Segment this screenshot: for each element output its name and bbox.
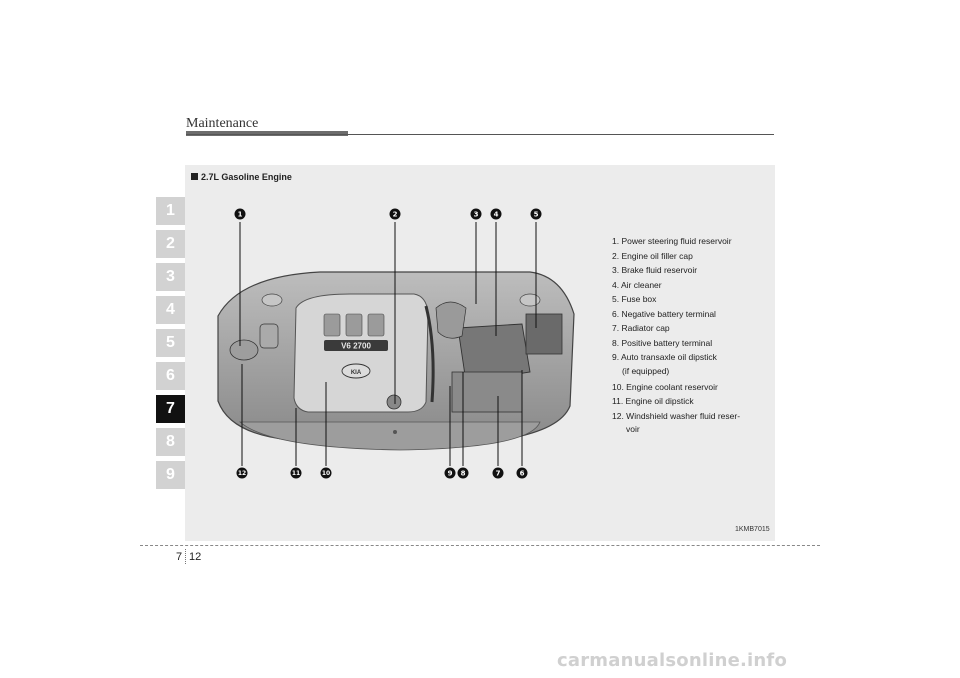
- svg-text:9: 9: [447, 469, 453, 478]
- hood-latch-marker: [393, 430, 397, 434]
- callout-marker-1: [235, 209, 246, 220]
- legend-item-text: 9. Auto transaxle oil dipstick: [612, 352, 717, 362]
- callout-marker-12: [237, 468, 248, 479]
- legend-item: 7. Radiator cap: [612, 323, 670, 333]
- engine-compartment-illustration: [200, 196, 580, 496]
- callout-marker-3: [471, 209, 482, 220]
- svg-text:1: 1: [237, 210, 243, 219]
- figure-heading: [191, 172, 292, 182]
- chapter-tab-4[interactable]: 4: [156, 296, 185, 324]
- svg-text:12: 12: [237, 470, 247, 477]
- chapter-tab-3[interactable]: 3: [156, 263, 185, 291]
- chapter-tabs: [156, 197, 185, 494]
- legend-item: 1. Power steering fluid reservoir: [612, 236, 732, 246]
- callout-marker-2: [390, 209, 401, 220]
- svg-text:7: 7: [495, 469, 501, 478]
- footer-rule: [140, 545, 820, 546]
- callout-marker-10: [321, 468, 332, 479]
- svg-text:2: 2: [392, 210, 398, 219]
- footer-page-number: 12: [189, 551, 202, 563]
- watermark-text: carmanualsonline.info: [557, 650, 788, 671]
- chapter-tab-6[interactable]: 6: [156, 362, 185, 390]
- legend-item-continuation: voir: [626, 424, 640, 434]
- callout-marker-6: [517, 468, 528, 479]
- callout-marker-11: [291, 468, 302, 479]
- svg-text:6: 6: [519, 469, 525, 478]
- callout-marker-8: [458, 468, 469, 479]
- heading-bullet-icon: [191, 173, 198, 180]
- callout-markers-bottom: [237, 468, 528, 479]
- figure-heading-text: 2.7L Gasoline Engine: [201, 172, 292, 182]
- chapter-tab-7[interactable]: 7: [156, 395, 185, 423]
- legend-item: 5. Fuse box: [612, 294, 657, 304]
- header-rule: [186, 134, 774, 135]
- engine-cover-text: V6 2700: [341, 341, 371, 351]
- footer-separator: [185, 549, 186, 564]
- svg-text:3: 3: [473, 210, 479, 219]
- svg-text:4: 4: [493, 210, 499, 219]
- svg-text:11: 11: [291, 470, 301, 477]
- legend-item: 8. Positive battery terminal: [612, 337, 713, 348]
- callout-marker-4: [491, 209, 502, 220]
- legend-item: [612, 350, 767, 378]
- legend-item: 2. Engine oil filler cap: [612, 250, 693, 261]
- front-bumper-panel: [240, 422, 540, 450]
- svg-text:5: 5: [533, 210, 539, 219]
- figure-code: 1KMB7015: [735, 526, 770, 533]
- legend-item: 10. Engine coolant reservoir: [612, 381, 718, 392]
- fuse-box-shape: [526, 314, 562, 354]
- legend-item-continuation: (if equipped): [622, 365, 670, 376]
- component-legend: [612, 234, 767, 438]
- svg-text:10: 10: [321, 470, 331, 477]
- legend-item: 3. Brake fluid reservoir: [612, 265, 698, 275]
- chapter-tab-1[interactable]: 1: [156, 197, 185, 225]
- callout-marker-9: [445, 468, 456, 479]
- brand-logo-text: KIA: [350, 370, 362, 376]
- footer-chapter-number: 7: [176, 551, 183, 563]
- chapter-tab-8[interactable]: 8: [156, 428, 185, 456]
- legend-item: 6. Negative battery terminal: [612, 308, 716, 319]
- legend-item: 11. Engine oil dipstick: [612, 396, 694, 406]
- engine-cover: [294, 294, 428, 412]
- page-header-title: Maintenance: [186, 116, 259, 131]
- chapter-tab-5[interactable]: 5: [156, 329, 185, 357]
- callout-marker-7: [493, 468, 504, 479]
- chapter-tab-9[interactable]: 9: [156, 461, 185, 489]
- chapter-tab-2[interactable]: 2: [156, 230, 185, 258]
- callout-markers-top: [235, 209, 542, 220]
- legend-item: [612, 409, 767, 437]
- callout-marker-5: [531, 209, 542, 220]
- legend-item-text: 12. Windshield washer fluid reser-: [612, 410, 741, 421]
- legend-item: 4. Air cleaner: [612, 279, 662, 290]
- svg-text:8: 8: [460, 469, 466, 478]
